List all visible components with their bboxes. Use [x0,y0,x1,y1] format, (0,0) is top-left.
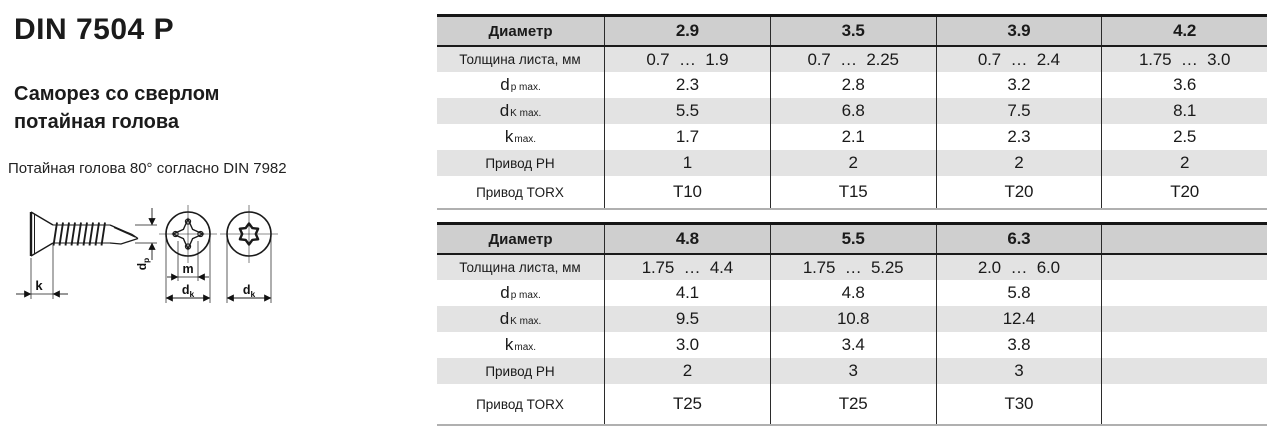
table-cell: 3.4 [770,332,936,358]
table-cell: 2.3 [604,72,770,98]
table-cell: 2.3 [936,124,1102,150]
table-cell: 10.8 [770,306,936,332]
row-label: k max. [504,335,537,354]
screw-technical-drawing-icon [4,200,304,332]
table-row-drive-torx [437,176,1267,208]
table-cell: 2.5 [1101,124,1267,150]
subtitle-line-2: потайная голова [14,111,180,133]
page-title: DIN 7504 P [14,13,175,46]
table-cell: 2 [770,150,936,176]
table-cell [1101,306,1267,332]
table-cell: 0.7 … 1.9 [604,47,770,72]
table-cell: 2.1 [770,124,936,150]
table-cell [1101,280,1267,306]
table-row-sheet-thickness [437,47,1267,72]
column-header-value: 5.5 [770,225,936,253]
table-cell: T25 [770,384,936,424]
table-row-drive-ph [437,150,1267,176]
table-cell: T30 [936,384,1102,424]
row-label: k max. [504,127,537,146]
table-cell: 7.5 [936,98,1102,124]
table-cell: 3.2 [936,72,1102,98]
table-cell: T25 [604,384,770,424]
column-header-value: 2.9 [604,17,770,45]
row-label: d K max. [499,101,542,120]
table-cell: 5.8 [936,280,1102,306]
table-cell: 4.1 [604,280,770,306]
table-cell: 1.75 … 5.25 [770,255,936,280]
table-cell: 3.8 [936,332,1102,358]
table-row-dk-max [437,98,1267,124]
spec-table-small-diameters [437,14,1267,210]
table-cell: 1.75 … 3.0 [1101,47,1267,72]
row-label: Привод TORX [476,184,564,200]
table-row-dk-max [437,306,1267,332]
spec-table-large-diameters [437,222,1267,426]
column-header-value: 4.8 [604,225,770,253]
table-cell: 2 [936,150,1102,176]
table-cell: 0.7 … 2.25 [770,47,936,72]
table-cell: 2.8 [770,72,936,98]
m-dimension-label: m [182,262,194,276]
row-label: Толщина листа, мм [459,260,581,275]
row-label: Привод TORX [476,396,564,412]
table-cell: 0.7 … 2.4 [936,47,1102,72]
table-cell: 12.4 [936,306,1102,332]
column-header-value: 6.3 [936,225,1102,253]
table-cell: 4.8 [770,280,936,306]
table-row-k-max [437,332,1267,358]
table-cell: 1.7 [604,124,770,150]
dp-dimension-label: $d_p$ [135,257,151,271]
table-cell [1101,384,1267,424]
table-cell: 6.8 [770,98,936,124]
table-row-dp-max [437,280,1267,306]
table-cell: T20 [936,176,1102,208]
table-cell: 2 [1101,150,1267,176]
table-cell: 1.75 … 4.4 [604,255,770,280]
column-header-value: 3.9 [936,17,1102,45]
table-cell: 2 [604,358,770,384]
table-cell: T15 [770,176,936,208]
k-dimension-label: k [35,278,43,293]
table-cell [1101,332,1267,358]
table-cell: 1 [604,150,770,176]
dk-dimension-label-torx: $d_k$ [242,283,256,299]
row-label: Привод PH [485,363,555,379]
table-cell: 3.0 [604,332,770,358]
table-cell: 3 [936,358,1102,384]
table-cell: 9.5 [604,306,770,332]
table-cell: T10 [604,176,770,208]
table-row-drive-ph [437,358,1267,384]
table-header-row [437,225,1267,255]
column-header-value [1101,225,1267,253]
row-label: d p max. [500,283,541,302]
table-row-sheet-thickness [437,255,1267,280]
table-row-k-max [437,124,1267,150]
table-cell: 8.1 [1101,98,1267,124]
row-label: Толщина листа, мм [459,52,581,67]
row-label: d K max. [499,309,542,328]
table-cell: 3.6 [1101,72,1267,98]
column-header-value: 3.5 [770,17,936,45]
column-header-value: 4.2 [1101,17,1267,45]
column-header-diameter: Диаметр [488,230,553,248]
table-cell: 3 [770,358,936,384]
table-cell [1101,255,1267,280]
subtitle-line-1: Саморез со сверлом [14,83,220,105]
dk-dimension-label-ph: $d_k$ [181,283,195,299]
table-cell: 5.5 [604,98,770,124]
table-row-drive-torx [437,384,1267,424]
table-cell [1101,358,1267,384]
row-label: d p max. [500,75,541,94]
table-cell: T20 [1101,176,1267,208]
row-label: Привод PH [485,155,555,171]
product-subtitle [14,80,219,136]
table-cell: 2.0 … 6.0 [936,255,1102,280]
table-row-dp-max [437,72,1267,98]
table-header-row [437,17,1267,47]
standard-note: Потайная голова 80° согласно DIN 7982 [8,160,287,177]
column-header-diameter: Диаметр [488,22,553,40]
